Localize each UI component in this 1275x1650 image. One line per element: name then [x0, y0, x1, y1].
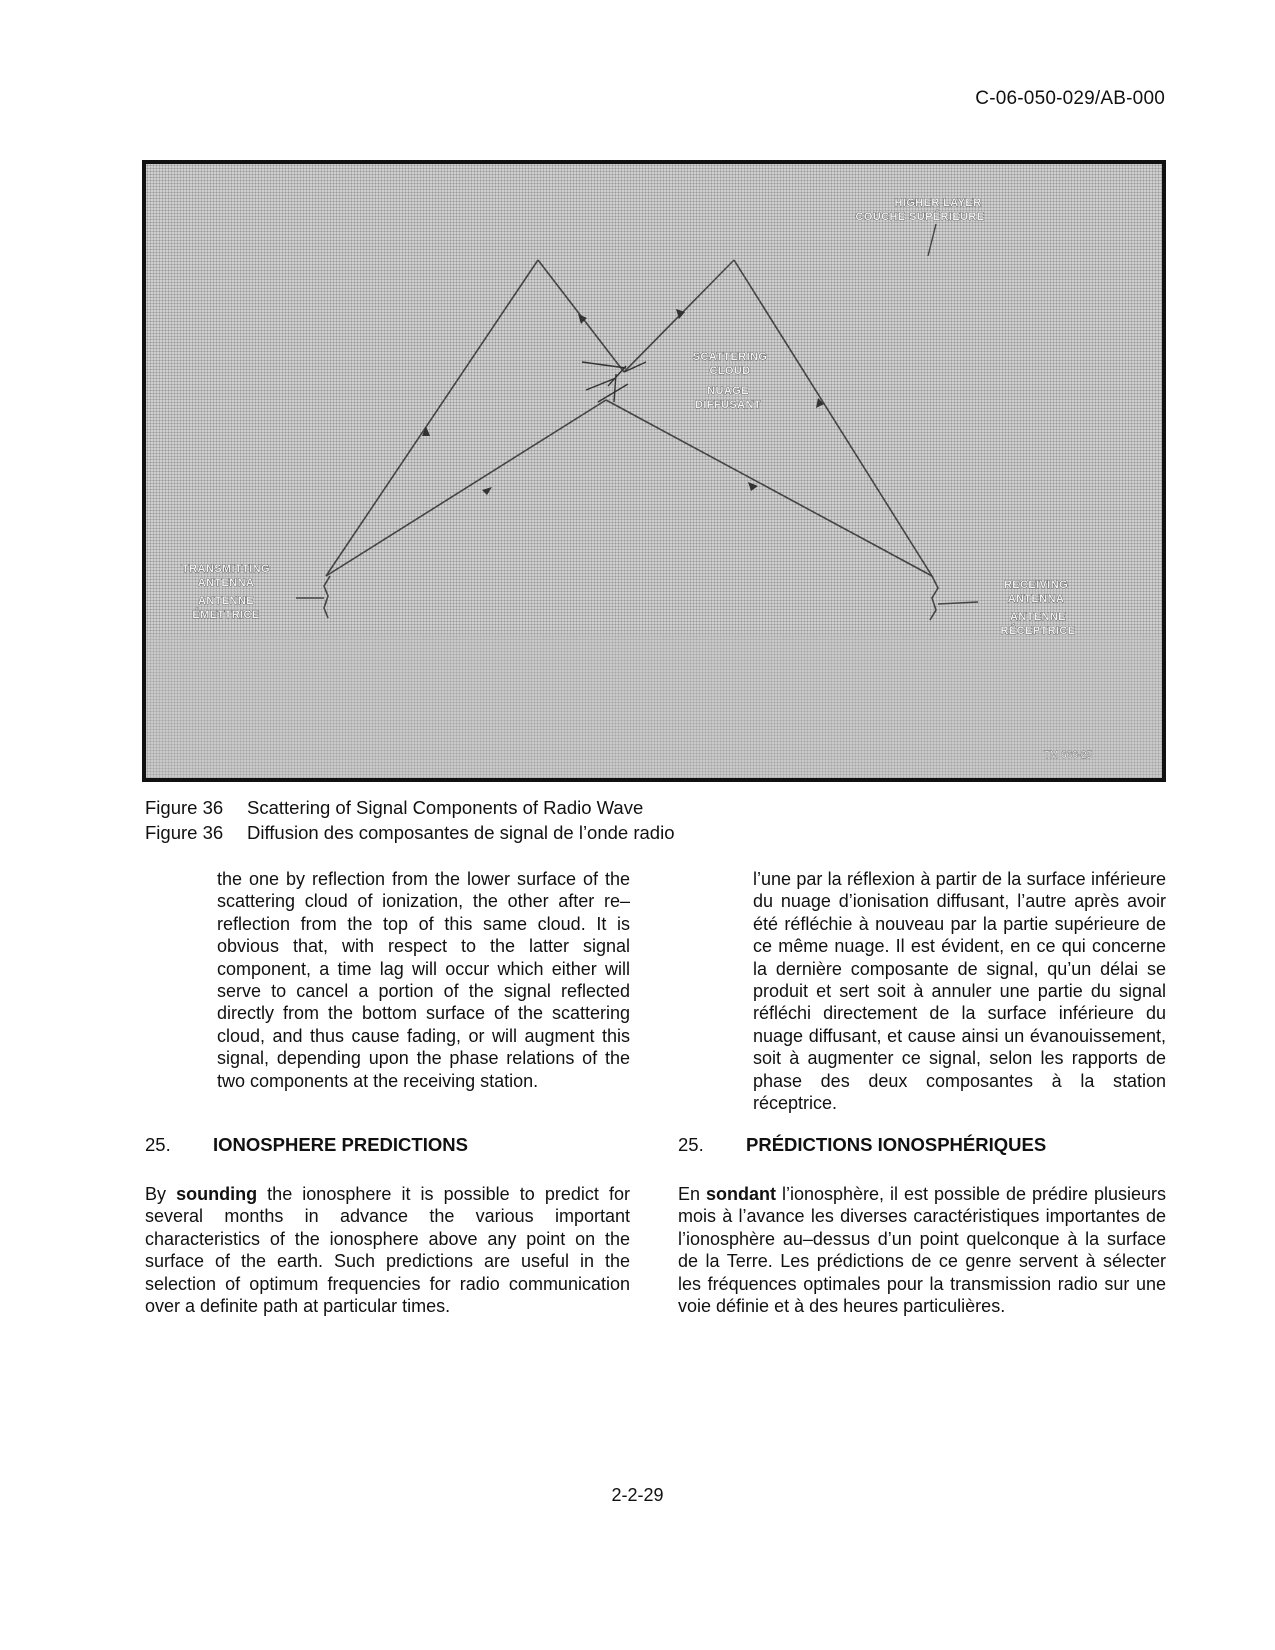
figure-caption-en — [145, 797, 643, 819]
section-heading-en — [145, 1134, 468, 1156]
receiving-antenna-icon — [930, 576, 978, 620]
left-body-rest: the ionosphere it is possible to predict for several months in advance the various important characteristics of the ionosphere above any point on the surface of the earth. Such predictions are useful in the selection of optimum frequencies for radio communication over a definite path at particular times. — [145, 1184, 630, 1317]
label-receiving-en-1: RECEIVING — [1003, 579, 1069, 591]
section-number-fr: 25. — [678, 1134, 704, 1155]
ray-tx-to-lower-peak — [326, 260, 538, 576]
scatter-diagram-svg — [146, 164, 1162, 778]
label-tm-reference: TM 666-25 — [1043, 750, 1093, 761]
right-body-rest: l’ionosphère, il est possible de prédire plusieurs mois à l’avance les diverses caractéristiques importantes de l’ionosphère au–dessus d’un point quelconque à la surface de la Terre. Les prédictions de ce genre servent à sélecter les fréquences optimales pour la transmission radio sur une voie définie et à des heures particulières. — [678, 1184, 1166, 1317]
caption-fr-number: Figure 36 — [145, 822, 224, 843]
right-continuation-text: l’une par la réflexion à partir de la surface inférieure du nuage d’ionisation diffusant, l’autre après avoir été réfléchie à nouveau par la partie supérieure de ce même nuage. Il est évident, en ce qui concerne la dernière composante de signal, qu’un délai se produit et sert soit à annuler une partie du signal réfléchi directement de la surface inférieure du nuage diffusant, et cause ainsi un évanouissement, soit à augmenter ce signal, selon les rapports de phase des deux composantes à la station réceptrice. — [753, 869, 1166, 1114]
left-body-paragraph — [145, 1183, 630, 1317]
higher-layer-pointer — [928, 224, 936, 256]
right-body-term: sondant — [706, 1184, 776, 1204]
caption-en-number: Figure 36 — [145, 797, 224, 818]
section-heading-fr — [678, 1134, 1046, 1156]
caption-en-text: Scattering of Signal Components of Radio Wave — [247, 797, 644, 818]
arrowhead-icon — [816, 398, 824, 408]
left-body-term: sounding — [176, 1184, 258, 1204]
ray-cloud-bottom-to-rx — [606, 400, 932, 576]
ground-area — [146, 634, 1162, 778]
ray-tx-to-cloud-bottom — [326, 400, 606, 576]
section-number-en: 25. — [145, 1134, 171, 1155]
label-scattering-cloud-en-2: CLOUD — [709, 365, 751, 377]
right-body-paragraph — [678, 1183, 1166, 1317]
ray-upper-peak-to-rx — [734, 260, 932, 576]
document-number: C-06-050-029/AB-000 — [975, 88, 1165, 109]
label-scattering-cloud-fr-1: NUAGE — [707, 385, 749, 397]
section-title-fr: PRÉDICTIONS IONOSPHÉRIQUES — [746, 1134, 1047, 1155]
label-higher-layer-en: HIGHER LAYER — [894, 197, 982, 209]
caption-fr-text: Diffusion des composantes de signal de l’onde radio — [247, 822, 675, 843]
label-receiving-en-2: ANTENNA — [1007, 593, 1065, 605]
figure-caption-fr — [145, 822, 675, 844]
label-transmitting-en-1: TRANSMITTING — [182, 563, 270, 575]
label-transmitting-fr-2: ÉMETTRICE — [192, 609, 260, 621]
label-scattering-cloud-en-1: SCATTERING — [692, 351, 768, 363]
arrowhead-icon — [748, 482, 758, 491]
label-receiving-fr-2: RÉCEPTRICE — [1000, 625, 1076, 637]
label-transmitting-fr-1: ANTENNE — [198, 595, 254, 607]
left-continuation-text: the one by reflection from the lower surface of the scattering cloud of ionization, the other after re–reflection from the top of this same cloud. It is obvious that, with respect to the latter signal component, a time lag will occur which either will serve to cancel a portion of the signal reflected directly from the bottom surface of the scattering cloud, and thus cause fading, or will augment this signal, depending upon the phase relations of the two components at the receiving station. — [217, 869, 630, 1091]
label-scattering-cloud-fr-2: DIFFUSANT — [695, 399, 761, 411]
arrowhead-icon — [482, 487, 492, 495]
transmitting-antenna-icon — [296, 576, 330, 618]
label-transmitting-en-2: ANTENNA — [197, 577, 255, 589]
right-body-lead: En — [678, 1184, 706, 1204]
page-number: 2-2-29 — [611, 1485, 664, 1505]
scattering-cloud-symbol — [582, 362, 646, 402]
left-body-lead: By — [145, 1184, 177, 1204]
figure-36-diagram — [142, 160, 1166, 782]
label-receiving-fr-1: ANTENNE — [1010, 611, 1066, 623]
right-continuation-paragraph — [753, 868, 1166, 1114]
label-higher-layer-fr: COUCHE SUPÉRIEURE — [855, 211, 985, 223]
left-continuation-paragraph — [217, 868, 630, 1092]
section-title-en: IONOSPHERE PREDICTIONS — [213, 1134, 468, 1155]
